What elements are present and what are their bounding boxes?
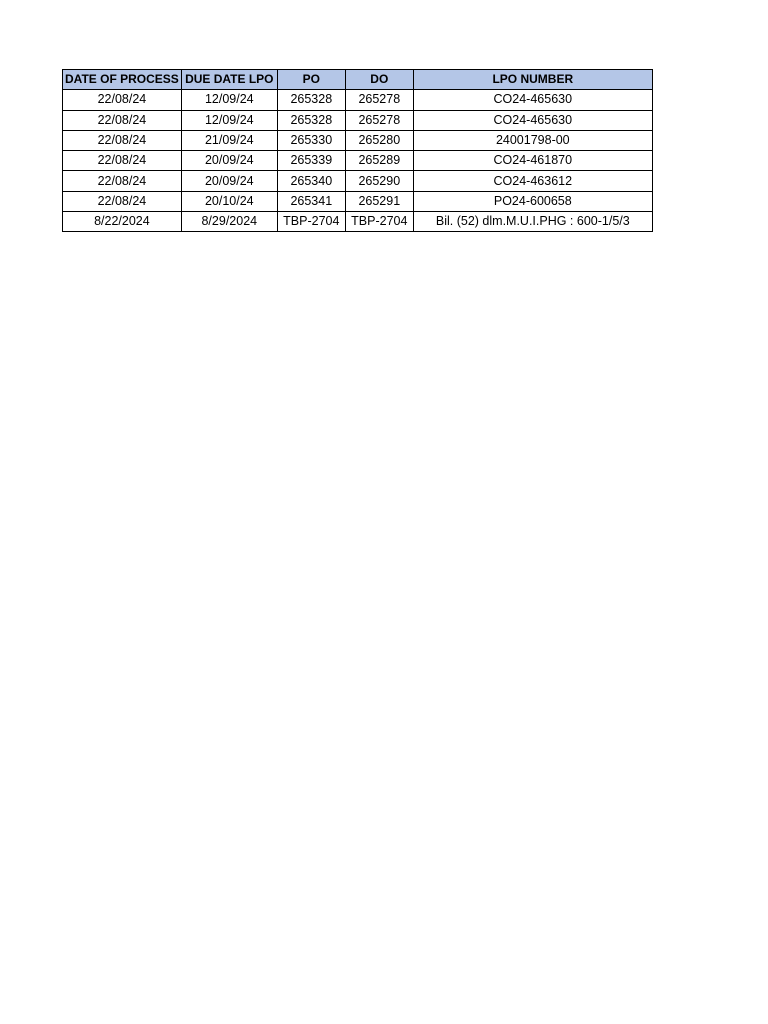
cell-due-date-lpo[interactable]: 20/09/24 [181, 171, 277, 191]
table-row [63, 130, 653, 150]
header-date-of-process[interactable]: DATE OF PROCESS [63, 70, 182, 90]
header-lpo-number[interactable]: LPO NUMBER [413, 70, 652, 90]
table-row [63, 90, 653, 110]
table-body [63, 90, 653, 232]
cell-do[interactable]: 265278 [345, 90, 413, 110]
cell-due-date-lpo[interactable]: 20/10/24 [181, 191, 277, 211]
table-row [63, 151, 653, 171]
cell-date-of-process[interactable]: 22/08/24 [63, 191, 182, 211]
table-row [63, 191, 653, 211]
cell-date-of-process[interactable]: 22/08/24 [63, 130, 182, 150]
header-row [63, 70, 653, 90]
cell-do[interactable]: 265290 [345, 171, 413, 191]
cell-due-date-lpo[interactable]: 12/09/24 [181, 90, 277, 110]
table-header [63, 70, 653, 90]
cell-do[interactable]: TBP-2704 [345, 212, 413, 232]
cell-due-date-lpo[interactable]: 21/09/24 [181, 130, 277, 150]
header-do[interactable]: DO [345, 70, 413, 90]
cell-po[interactable]: TBP-2704 [277, 212, 345, 232]
cell-lpo-number[interactable]: CO24-465630 [413, 90, 652, 110]
cell-date-of-process[interactable]: 22/08/24 [63, 151, 182, 171]
cell-lpo-number[interactable]: PO24-600658 [413, 191, 652, 211]
spreadsheet-page [62, 69, 653, 232]
cell-date-of-process[interactable]: 22/08/24 [63, 110, 182, 130]
cell-lpo-number[interactable]: 24001798-00 [413, 130, 652, 150]
table-row [63, 212, 653, 232]
cell-lpo-number[interactable]: CO24-465630 [413, 110, 652, 130]
cell-date-of-process[interactable]: 8/22/2024 [63, 212, 182, 232]
cell-due-date-lpo[interactable]: 12/09/24 [181, 110, 277, 130]
cell-po[interactable]: 265341 [277, 191, 345, 211]
table-row [63, 171, 653, 191]
header-due-date-lpo[interactable]: DUE DATE LPO [181, 70, 277, 90]
cell-lpo-number[interactable]: Bil. (52) dlm.M.U.I.PHG : 600-1/5/3 [413, 212, 652, 232]
lpo-table [62, 69, 653, 232]
cell-po[interactable]: 265340 [277, 171, 345, 191]
cell-do[interactable]: 265289 [345, 151, 413, 171]
cell-po[interactable]: 265339 [277, 151, 345, 171]
header-po[interactable]: PO [277, 70, 345, 90]
cell-do[interactable]: 265280 [345, 130, 413, 150]
cell-lpo-number[interactable]: CO24-461870 [413, 151, 652, 171]
cell-po[interactable]: 265328 [277, 90, 345, 110]
cell-date-of-process[interactable]: 22/08/24 [63, 90, 182, 110]
cell-do[interactable]: 265278 [345, 110, 413, 130]
cell-do[interactable]: 265291 [345, 191, 413, 211]
cell-lpo-number[interactable]: CO24-463612 [413, 171, 652, 191]
table-row [63, 110, 653, 130]
cell-due-date-lpo[interactable]: 20/09/24 [181, 151, 277, 171]
cell-date-of-process[interactable]: 22/08/24 [63, 171, 182, 191]
cell-po[interactable]: 265328 [277, 110, 345, 130]
cell-po[interactable]: 265330 [277, 130, 345, 150]
cell-due-date-lpo[interactable]: 8/29/2024 [181, 212, 277, 232]
